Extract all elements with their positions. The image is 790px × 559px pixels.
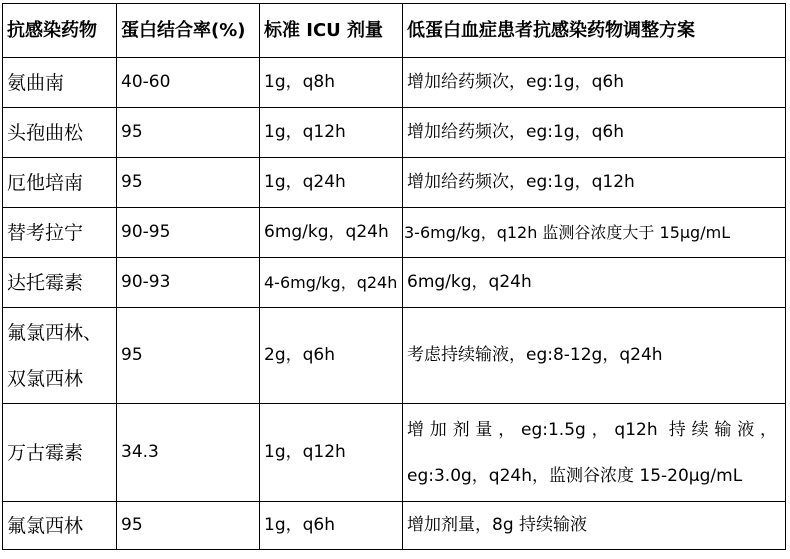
cell-binding: 34.3 <box>117 404 260 502</box>
drug-dosing-table <box>2 3 786 550</box>
cell-binding: 95 <box>117 502 260 550</box>
cell-drug-line: 双氯西林 <box>7 367 84 390</box>
cell-drug: 厄他培南 <box>3 158 117 208</box>
table-row <box>3 404 786 502</box>
header-adjust: 低蛋白血症患者抗感染药物调整方案 <box>403 4 786 58</box>
table-row <box>3 308 786 404</box>
header-drug: 抗感染药物 <box>3 4 117 58</box>
cell-adjust: 增加给药频次，eg:1g，q6h <box>403 108 786 158</box>
cell-adjust: 增加给药频次，eg:1g，q6h <box>403 58 786 108</box>
cell-adjust: 3-6mg/kg，q12h 监测谷浓度大于 15μg/mL <box>403 208 786 258</box>
header-binding: 蛋白结合率(%) <box>117 4 260 58</box>
cell-drug: 替考拉宁 <box>3 208 117 258</box>
cell-dose: 6mg/kg，q24h <box>260 208 403 258</box>
cell-drug: 氟氯西林 <box>3 502 117 550</box>
cell-binding: 95 <box>117 108 260 158</box>
cell-dose: 1g，q8h <box>260 58 403 108</box>
cell-drug <box>3 308 117 404</box>
cell-dose: 1g，q6h <box>260 502 403 550</box>
cell-adjust-line: 增加剂量，eg:1.5g，q12h 持续输液， <box>407 419 777 440</box>
header-dose: 标准 ICU 剂量 <box>260 4 403 58</box>
table-row <box>3 58 786 108</box>
cell-drug-line: 氟氯西林、 <box>7 321 103 344</box>
cell-binding: 95 <box>117 158 260 208</box>
cell-adjust: 6mg/kg，q24h <box>403 258 786 308</box>
cell-binding: 40-60 <box>117 58 260 108</box>
cell-drug: 万古霉素 <box>3 404 117 502</box>
table-row <box>3 208 786 258</box>
cell-adjust-line: eg:3.0g，q24h，监测谷浓度 15-20μg/mL <box>407 465 743 486</box>
table-row <box>3 502 786 550</box>
cell-dose: 1g，q12h <box>260 404 403 502</box>
cell-binding: 90-93 <box>117 258 260 308</box>
cell-drug: 头孢曲松 <box>3 108 117 158</box>
cell-adjust: 考虑持续输液，eg:8-12g，q24h <box>403 308 786 404</box>
cell-drug: 达托霉素 <box>3 258 117 308</box>
cell-adjust: 增加剂量，8g 持续输液 <box>403 502 786 550</box>
cell-binding: 95 <box>117 308 260 404</box>
cell-dose: 1g，q24h <box>260 158 403 208</box>
cell-dose: 2g，q6h <box>260 308 403 404</box>
table-row <box>3 258 786 308</box>
cell-dose: 4-6mg/kg，q24h <box>260 258 403 308</box>
table-row <box>3 108 786 158</box>
cell-adjust <box>403 404 786 502</box>
table-row <box>3 158 786 208</box>
cell-dose: 1g，q12h <box>260 108 403 158</box>
cell-binding: 90-95 <box>117 208 260 258</box>
cell-adjust: 增加给药频次，eg:1g，q12h <box>403 158 786 208</box>
cell-drug: 氨曲南 <box>3 58 117 108</box>
header-row <box>3 4 786 58</box>
